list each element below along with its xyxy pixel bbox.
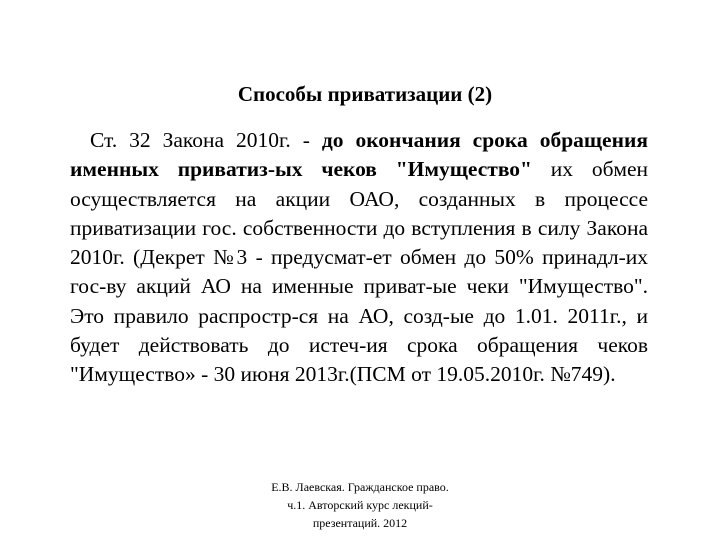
body-text-part-1: Ст. 32 Закона 2010г. - xyxy=(90,128,322,152)
body-text-part-2: их обмен осуществляется на акции ОАО, созданных в процессе приватизации гос. собственности до вступления в силу Закона 2010г. (Декрет №3 - предусмат-ет обмен до 50% принадл-их гос-ву акций АО на именные приват-ые чеки "Имущество". Это правило распростр-ся на АО, созд-ые до 1.01. 2011г., и будет действовать до истеч-ия срока обращения чеков "Имущество» - 30 июня 2013г.(ПСМ от 19.05.2010г. №749). xyxy=(70,157,649,387)
slide-body-text xyxy=(70,126,648,390)
footer-line-1: Е.В. Лаевская. Гражданское право. xyxy=(271,480,449,494)
body-text-bold-emphasis: до окончания срока обращения именных приватиз-ых чеков "Имущество" xyxy=(70,128,648,182)
footer-line-3: презентаций. 2012 xyxy=(312,516,408,530)
slide-footer xyxy=(220,478,500,532)
slide-title: Способы приватизации (2) xyxy=(237,82,493,106)
footer-line-2: ч.1. Авторский курс лекций- xyxy=(287,498,433,512)
